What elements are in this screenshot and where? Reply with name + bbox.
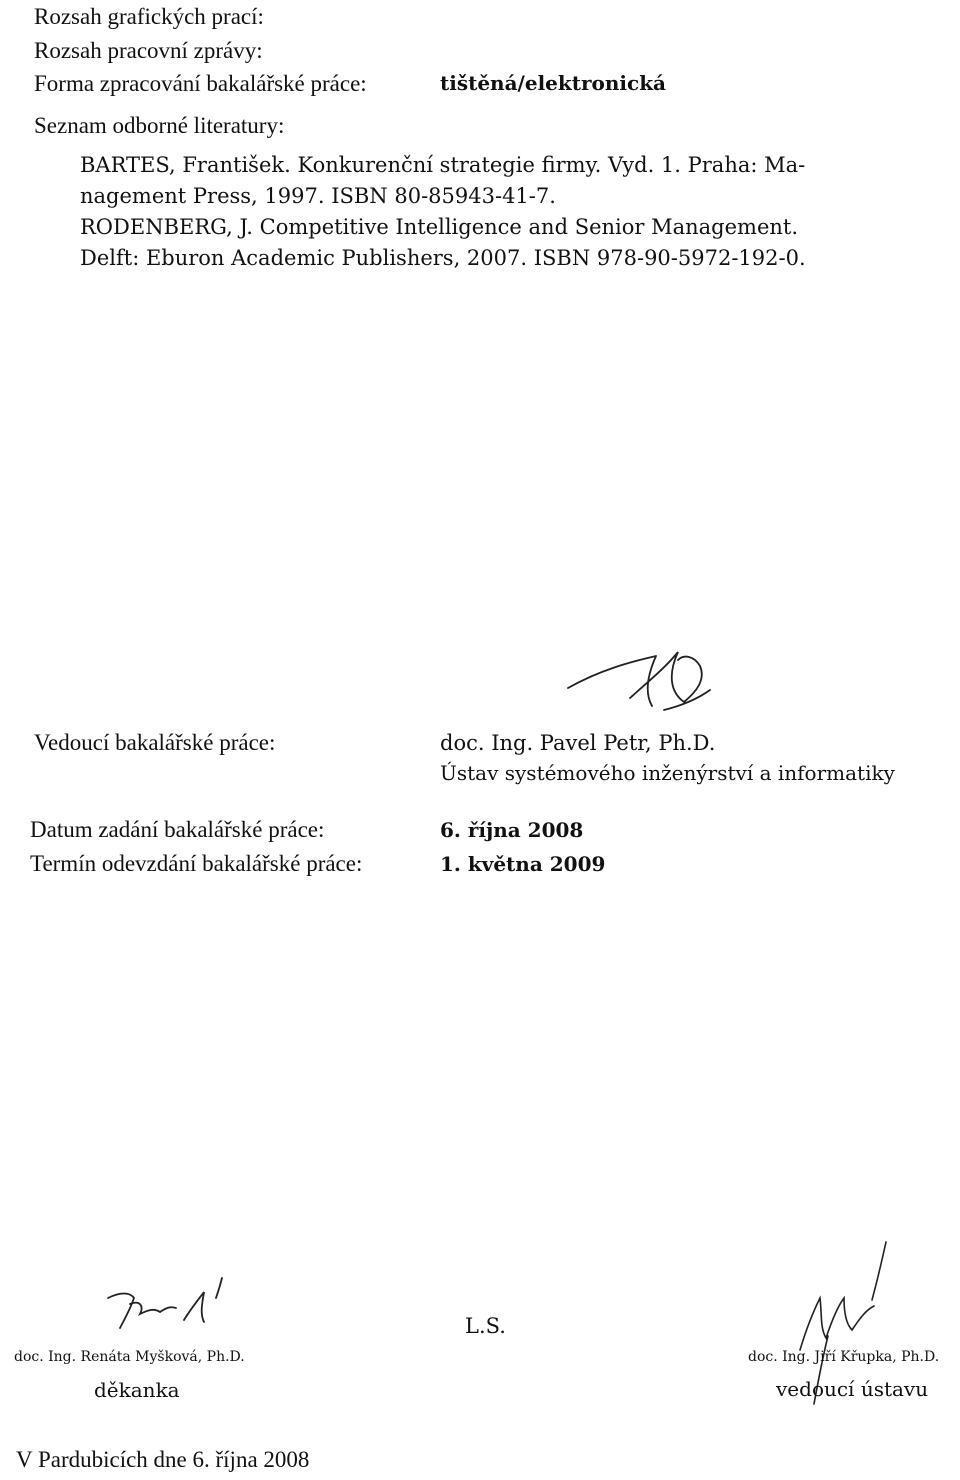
form-value: tištěná/elektronická xyxy=(440,71,667,95)
supervisor-institute: Ústav systémového inženýrství a informatiky xyxy=(440,761,895,785)
supervisor-label: Vedoucí bakalářské práce: xyxy=(34,730,276,755)
assigned-date-label: Datum zadání bakalářské práce: xyxy=(30,817,325,842)
dean-signature xyxy=(100,1270,250,1340)
reference-2-line-2: Delft: Eburon Academic Publishers, 2007. ISBN 978-90-5972-192-0. xyxy=(80,246,806,270)
form-label: Forma zpracování bakalářské práce: xyxy=(34,71,367,96)
reference-1-line-2: nagement Press, 1997. ISBN 80-85943-41-7. xyxy=(80,184,556,208)
literature-label: Seznam odborné literatury: xyxy=(34,113,285,138)
place-date: V Pardubicích dne 6. října 2008 xyxy=(16,1447,310,1472)
graphic-scope-label: Rozsah grafických prací: xyxy=(34,4,264,29)
assigned-date-value: 6. října 2008 xyxy=(440,818,584,842)
seal-mark: L.S. xyxy=(465,1314,506,1338)
reference-2-line-1: RODENBERG, J. Competitive Intelligence and Senior Management. xyxy=(80,215,799,239)
head-role: vedoucí ústavu xyxy=(776,1377,929,1401)
dean-role: děkanka xyxy=(94,1378,180,1402)
head-name: doc. Ing. Jiří Křupka, Ph.D. xyxy=(748,1349,940,1365)
dean-name: doc. Ing. Renáta Myšková, Ph.D. xyxy=(14,1349,245,1365)
due-date-label: Termín odevzdání bakalářské práce: xyxy=(30,851,363,876)
supervisor-name: doc. Ing. Pavel Petr, Ph.D. xyxy=(440,731,716,755)
report-scope-label: Rozsah pracovní zprávy: xyxy=(34,38,263,63)
supervisor-signature xyxy=(560,640,720,720)
due-date-value: 1. května 2009 xyxy=(440,852,606,876)
reference-1-line-1: BARTES, František. Konkurenční strategie firmy. Vyd. 1. Praha: Ma- xyxy=(80,153,806,177)
